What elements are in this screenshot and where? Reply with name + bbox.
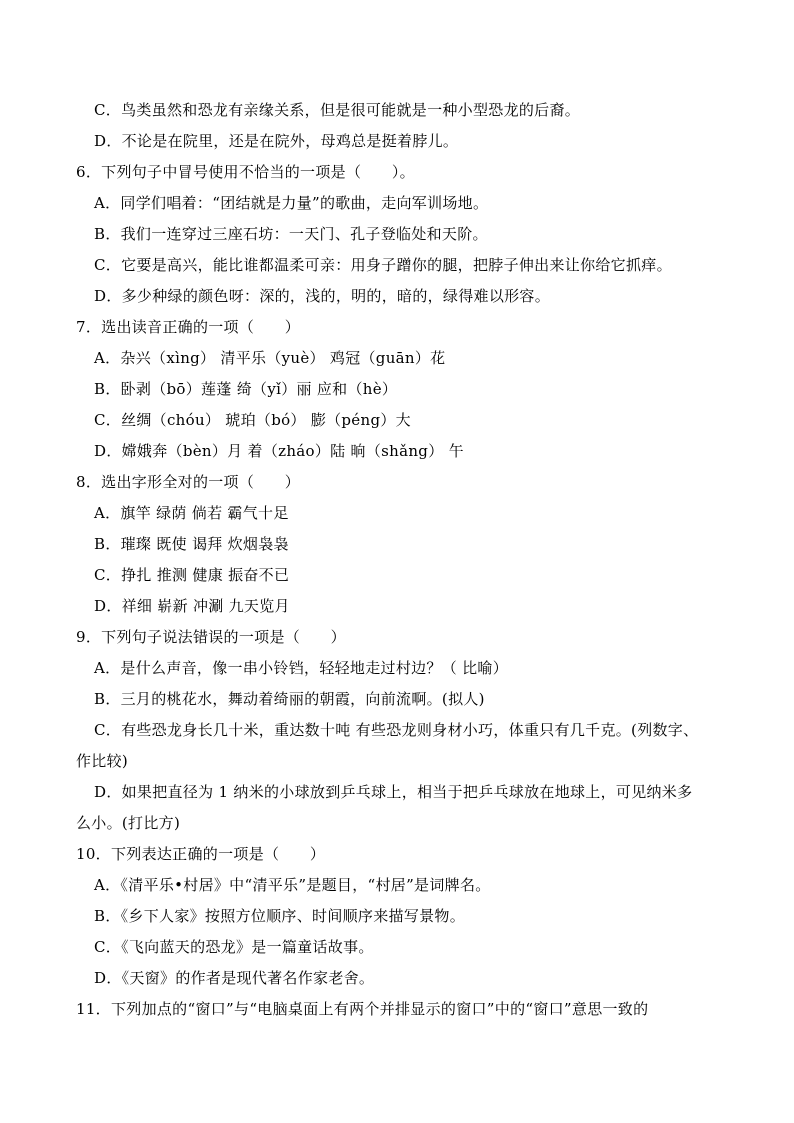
q7-option-a: A．杂兴（xìng） 清平乐（yuè） 鸡冠（guān）花 <box>94 349 446 367</box>
q8-option-d: D．祥细 崭新 冲涮 九天览月 <box>94 597 290 615</box>
question-7: 7．选出读音正确的一项（ ） <box>76 318 301 336</box>
q10-option-a: A．《清平乐•村居》中“清平乐”是题目，“村居”是词牌名。 <box>94 876 491 894</box>
q9-option-d-continued: 么小。(打比方) <box>76 814 181 832</box>
q5-option-c: C．鸟类虽然和恐龙有亲缘关系，但是很可能就是一种小型恐龙的后裔。 <box>94 101 581 119</box>
q5-option-d: D．不论是在院里，还是在院外，母鸡总是挺着脖儿。 <box>94 132 459 150</box>
q9-option-a: A．是什么声音，像一串小铃铛，轻轻地走过村边？（ 比喻） <box>94 659 509 677</box>
q9-option-c-continued: 作比较) <box>76 752 129 770</box>
q10-option-d: D．《天窗》的作者是现代著名作家老舍。 <box>94 969 375 987</box>
q9-option-b: B．三月的桃花水，舞动着绮丽的朝霞，向前流啊。(拟人) <box>94 690 485 708</box>
q6-option-d: D．多少种绿的颜色呀：深的，浅的，明的，暗的，绿得难以形容。 <box>94 287 551 305</box>
q7-option-d: D．嫦娥奔（bèn）月 着（zháo）陆 晌（shǎng） 午 <box>94 442 464 460</box>
q9-option-c: C．有些恐龙身长几十米，重达数十吨 有些恐龙则身材小巧，体重只有几千克。(列数字、 <box>94 721 699 739</box>
q8-option-b: B．璀璨 既使 谒拜 炊烟袅袅 <box>94 535 289 553</box>
q7-option-b: B．卧剥（bō）莲蓬 绮（yǐ）丽 应和（hè） <box>94 380 398 398</box>
q8-option-a: A．旗竿 绿荫 倘若 霸气十足 <box>94 504 289 522</box>
q8-option-c: C．挣扎 推测 健康 振奋不已 <box>94 566 290 584</box>
question-10: 10．下列表达正确的一项是（ ） <box>76 845 326 863</box>
question-11: 11．下列加点的“窗口”与“电脑桌面上有两个并排显示的窗口”中的“窗口”意思一致的 <box>76 1000 649 1018</box>
q6-option-a: A．同学们唱着：“团结就是力量”的歌曲，走向军训场地。 <box>94 194 489 212</box>
q10-option-c: C．《飞向蓝天的恐龙》是一篇童话故事。 <box>94 938 374 956</box>
q7-option-c: C．丝绸（chóu） 琥珀（bó） 膨（péng）大 <box>94 411 411 429</box>
q10-option-b: B．《乡下人家》按照方位顺序、时间顺序来描写景物。 <box>94 907 466 925</box>
question-9: 9．下列句子说法错误的一项是（ ） <box>76 628 346 646</box>
question-8: 8．选出字形全对的一项（ ） <box>76 473 301 491</box>
question-6: 6．下列句子中冒号使用不恰当的一项是（ ）。 <box>76 163 415 181</box>
q9-option-d: D．如果把直径为 1 纳米的小球放到乒乓球上，相当于把乒乓球放在地球上，可见纳米多 <box>94 783 693 801</box>
q6-option-b: B．我们一连穿过三座石坊：一天门、孔子登临处和天阶。 <box>94 225 488 243</box>
q6-option-c: C．它要是高兴，能比谁都温柔可亲：用身子蹭你的腿，把脖子伸出来让你给它抓痒。 <box>94 256 672 274</box>
